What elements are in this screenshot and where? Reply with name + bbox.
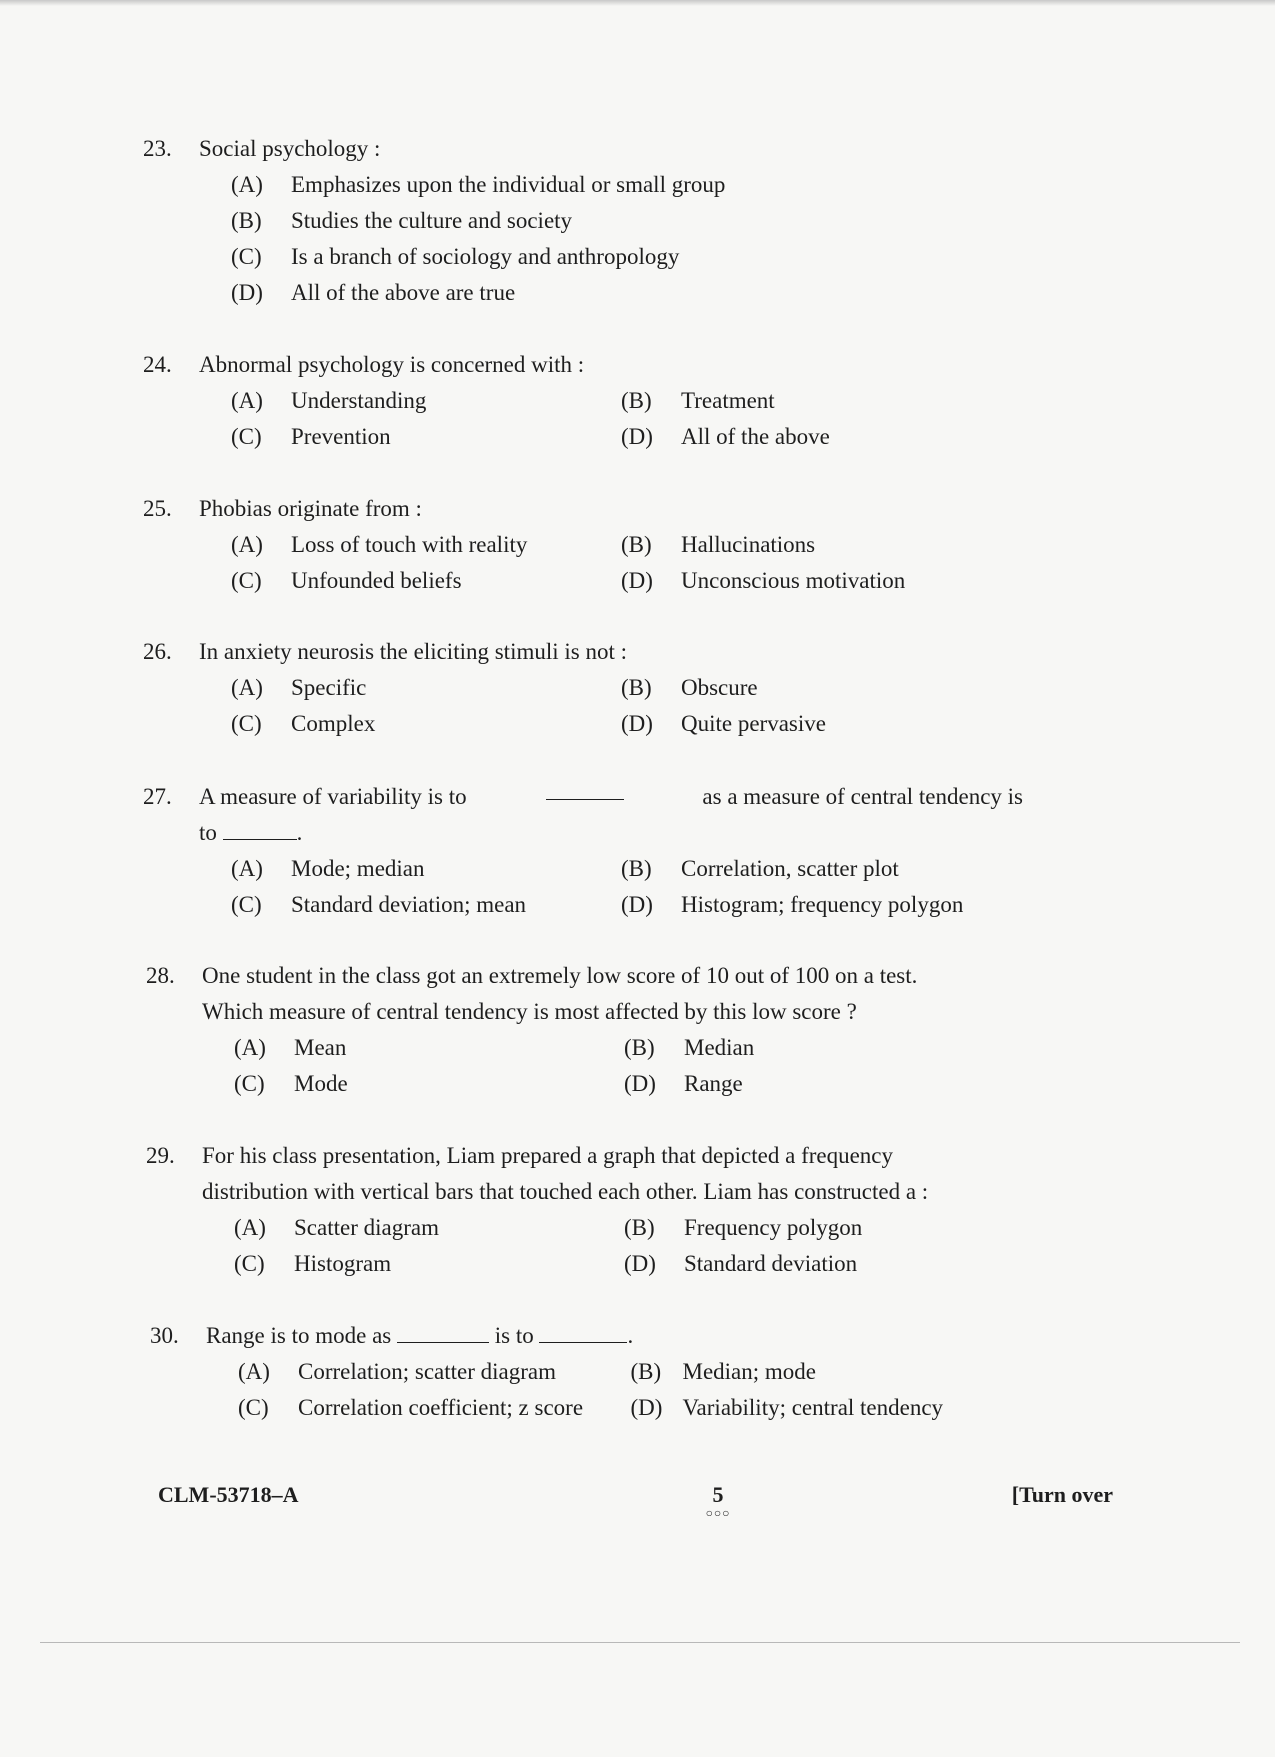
page-footer (158, 1482, 1113, 1542)
option-a (231, 851, 621, 887)
option-letter: (C) (231, 568, 262, 593)
option-text: Correlation coefficient; z score (298, 1395, 584, 1420)
option-a (231, 527, 621, 563)
answer-blank (539, 1322, 627, 1343)
question-text-part: to (199, 820, 217, 845)
option-letter: (C) (231, 892, 262, 917)
option-text: All of the above are true (291, 280, 516, 305)
option-text: All of the above (681, 424, 830, 449)
option-text: Scatter diagram (294, 1215, 439, 1240)
option-d (631, 1390, 1031, 1426)
options-list (150, 1354, 1030, 1426)
option-letter: (D) (621, 892, 653, 917)
option-a (234, 1210, 624, 1246)
question-29 (146, 1138, 1026, 1282)
option-text: Mode; median (291, 856, 425, 881)
option-b (621, 851, 1021, 887)
option-text: Prevention (291, 424, 391, 449)
option-letter: (B) (621, 675, 652, 700)
option-text: Is a branch of sociology and anthropology (291, 244, 680, 269)
option-letter: (A) (231, 856, 263, 881)
question-text: Abnormal psychology is concerned with : (199, 352, 585, 377)
option-letter: (B) (624, 1035, 655, 1060)
options-list (143, 383, 1023, 455)
question-24 (143, 347, 1023, 455)
question-number: 28. (146, 963, 175, 988)
option-letter: (A) (238, 1359, 270, 1384)
option-b (621, 383, 1021, 419)
option-d (624, 1066, 1024, 1102)
option-letter: (A) (231, 172, 263, 197)
question-number: 24. (143, 352, 172, 377)
option-letter: (D) (624, 1251, 656, 1276)
option-letter: (A) (231, 675, 263, 700)
option-letter: (A) (234, 1035, 266, 1060)
option-letter: (A) (231, 532, 263, 557)
option-b (624, 1210, 1024, 1246)
question-28 (146, 958, 1026, 1102)
option-b (621, 670, 1021, 706)
turn-over-label: [Turn over (1011, 1482, 1113, 1507)
question-text: Social psychology : (199, 136, 381, 161)
option-b (621, 527, 1021, 563)
option-c (238, 1390, 631, 1426)
option-letter: (B) (621, 388, 652, 413)
option-text: Histogram (294, 1251, 392, 1276)
options-list (143, 167, 1023, 311)
question-number: 30. (150, 1323, 179, 1348)
question-text-part: is to (494, 1323, 534, 1348)
option-a (234, 1030, 624, 1066)
question-text-part: A measure of variability is to (199, 784, 467, 809)
option-letter: (D) (621, 424, 653, 449)
option-c (231, 563, 621, 599)
option-text: Median (684, 1035, 755, 1060)
option-letter: (B) (624, 1215, 655, 1240)
option-letter: (A) (234, 1215, 266, 1240)
option-c (231, 239, 931, 275)
question-text: One student in the class got an extremely low score of 10 out of 100 on a test. (202, 963, 918, 988)
option-a (231, 383, 621, 419)
answer-blank (546, 779, 624, 800)
options-list (143, 670, 1023, 742)
option-d (624, 1246, 1024, 1282)
question-text-part: . (627, 1323, 634, 1348)
option-text: Histogram; frequency polygon (681, 892, 964, 917)
option-text: Emphasizes upon the individual or small group (291, 172, 726, 197)
option-text: Unconscious motivation (681, 568, 906, 593)
option-letter: (C) (231, 711, 262, 736)
option-letter: (D) (624, 1071, 656, 1096)
option-letter: (B) (621, 856, 652, 881)
question-number: 23. (143, 136, 172, 161)
question-number: 29. (146, 1143, 175, 1168)
option-text: Standard deviation (684, 1251, 858, 1276)
option-text: Correlation; scatter diagram (298, 1359, 557, 1384)
question-text-part: as a measure of central tendency is (702, 784, 1023, 809)
option-letter: (D) (621, 711, 653, 736)
page-number: 5 (712, 1482, 724, 1507)
option-letter: (B) (621, 532, 652, 557)
option-text: Frequency polygon (684, 1215, 863, 1240)
option-c (234, 1066, 624, 1102)
options-list (143, 851, 1023, 923)
options-list (143, 527, 1023, 599)
option-d (621, 706, 1021, 742)
option-b (631, 1354, 1031, 1390)
option-letter: (C) (234, 1251, 265, 1276)
question-number: 25. (143, 496, 172, 521)
option-text: Complex (291, 711, 376, 736)
answer-blank (397, 1322, 489, 1343)
option-text: Understanding (291, 388, 427, 413)
question-text-part: Range is to mode as (206, 1323, 392, 1348)
page-number-block (698, 1482, 738, 1521)
option-text: Quite pervasive (681, 711, 826, 736)
option-text: Variability; central tendency (682, 1395, 944, 1420)
question-text: For his class presentation, Liam prepared a graph that depicted a frequency (202, 1143, 894, 1168)
option-b (624, 1030, 1024, 1066)
option-text: Hallucinations (681, 532, 816, 557)
option-text: Studies the culture and society (291, 208, 573, 233)
question-text-continuation: Which measure of central tendency is most affected by this low score ? (202, 999, 857, 1024)
option-c (231, 419, 621, 455)
question-30 (150, 1318, 1030, 1426)
question-text (199, 779, 1023, 815)
option-text: Loss of touch with reality (291, 532, 528, 557)
option-text: Median; mode (682, 1359, 816, 1384)
option-a (238, 1354, 631, 1390)
option-letter: (D) (621, 568, 653, 593)
option-d (231, 275, 931, 311)
question-text (206, 1318, 1030, 1354)
option-letter: (C) (234, 1071, 265, 1096)
question-number: 27. (143, 784, 172, 809)
option-letter: (C) (231, 244, 262, 269)
question-text-continuation: distribution with vertical bars that touched each other. Liam has constructed a : (202, 1179, 929, 1204)
option-a (231, 167, 931, 203)
option-text: Specific (291, 675, 367, 700)
option-a (231, 670, 621, 706)
option-text: Treatment (681, 388, 775, 413)
option-text: Correlation, scatter plot (681, 856, 899, 881)
question-25 (143, 491, 1023, 599)
answer-blank (223, 819, 297, 840)
scan-edge-shadow (0, 0, 1275, 6)
option-text: Mode (294, 1071, 348, 1096)
question-text-part: . (296, 820, 303, 845)
option-letter: (A) (231, 388, 263, 413)
option-d (621, 419, 1021, 455)
option-letter: (C) (231, 424, 262, 449)
option-text: Mean (294, 1035, 347, 1060)
option-text: Unfounded beliefs (291, 568, 462, 593)
option-letter: (B) (231, 208, 262, 233)
question-27 (143, 779, 1023, 923)
option-letter: (B) (630, 1359, 662, 1384)
option-letter: (C) (238, 1395, 269, 1420)
option-d (621, 887, 1021, 923)
option-d (621, 563, 1021, 599)
option-text: Range (684, 1071, 743, 1096)
option-letter: (D) (630, 1395, 663, 1420)
question-23 (143, 131, 1023, 311)
question-number: 26. (143, 639, 172, 664)
option-letter: (D) (231, 280, 263, 305)
question-text: In anxiety neurosis the eliciting stimuli is not : (199, 639, 628, 664)
scan-bottom-line (40, 1642, 1240, 1643)
option-c (234, 1246, 624, 1282)
option-text: Obscure (681, 675, 758, 700)
options-list (146, 1030, 1026, 1102)
option-text: Standard deviation; mean (291, 892, 527, 917)
option-c (231, 706, 621, 742)
question-26 (143, 634, 1023, 742)
question-text-continuation (143, 815, 1023, 851)
question-text: Phobias originate from : (199, 496, 422, 521)
option-c (231, 887, 621, 923)
options-list (146, 1210, 1026, 1282)
option-b (231, 203, 931, 239)
paper-code: CLM-53718–A (158, 1482, 299, 1507)
page-marks: ○○○ (705, 1506, 731, 1520)
